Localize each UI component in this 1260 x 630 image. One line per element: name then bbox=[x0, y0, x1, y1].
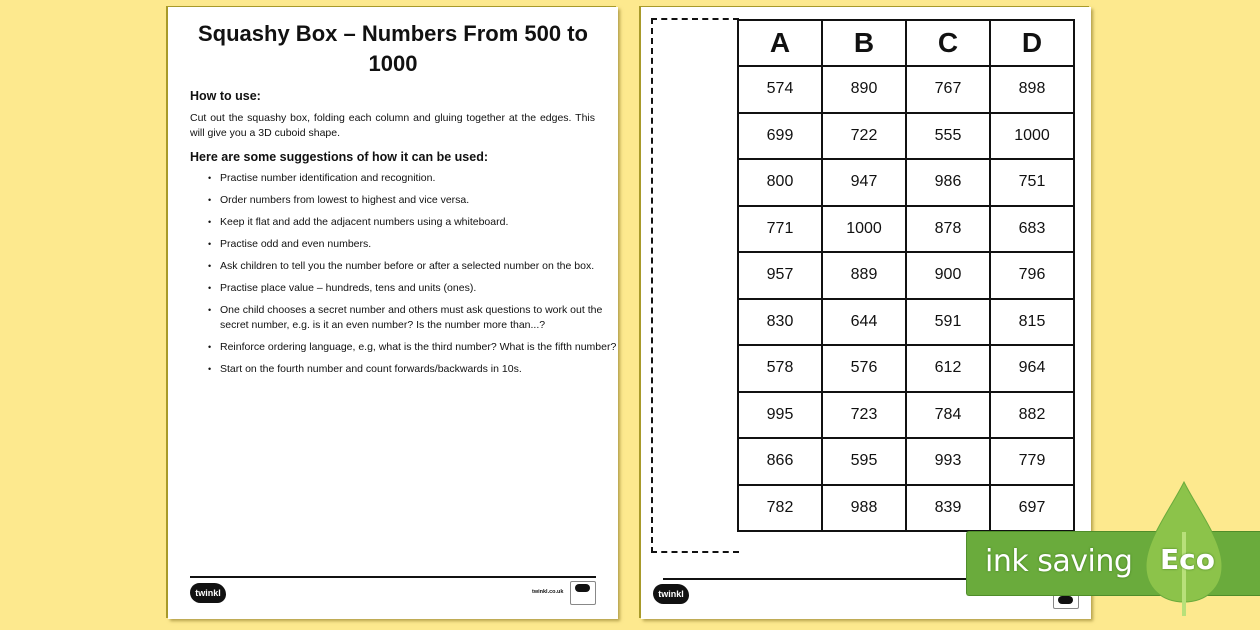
table-cell: 644 bbox=[822, 299, 906, 346]
table-cell: 830 bbox=[738, 299, 822, 346]
how-to-use-text: Cut out the squashy box, folding each column and gluing together at the edges. This will give you a 3D cuboid shape. bbox=[190, 112, 595, 139]
table-row bbox=[738, 299, 1074, 346]
table-row bbox=[738, 159, 1074, 206]
table-cell: 995 bbox=[738, 392, 822, 439]
table-cell: 800 bbox=[738, 159, 822, 206]
table-cell: 578 bbox=[738, 345, 822, 392]
table-cell: 612 bbox=[906, 345, 990, 392]
table-cell: 993 bbox=[906, 438, 990, 485]
list-item: • Practise place value – hundreds, tens and units (ones). bbox=[220, 281, 630, 296]
column-header: B bbox=[822, 20, 906, 66]
table-row bbox=[738, 485, 1074, 532]
table-cell: 890 bbox=[822, 66, 906, 113]
table-cell: 779 bbox=[990, 438, 1074, 485]
footer-divider bbox=[190, 576, 596, 578]
quality-badge-icon bbox=[570, 581, 596, 605]
table-cell: 784 bbox=[906, 392, 990, 439]
table-cell: 782 bbox=[738, 485, 822, 532]
how-to-use-heading: How to use: bbox=[190, 89, 261, 103]
table-cell: 591 bbox=[906, 299, 990, 346]
table-cell: 751 bbox=[990, 159, 1074, 206]
twinkl-logo: twinkl bbox=[190, 583, 226, 603]
table-cell: 1000 bbox=[822, 206, 906, 253]
site-url: twinkl.co.uk bbox=[532, 589, 564, 595]
table-row bbox=[738, 206, 1074, 253]
instructions-page bbox=[168, 7, 618, 619]
table-cell: 576 bbox=[822, 345, 906, 392]
table-row bbox=[738, 392, 1074, 439]
column-header: A bbox=[738, 20, 822, 66]
table-cell: 866 bbox=[738, 438, 822, 485]
table-cell: 988 bbox=[822, 485, 906, 532]
list-item: • Ask children to tell you the number before or after a selected number on the box. bbox=[220, 259, 630, 274]
table-cell: 796 bbox=[990, 252, 1074, 299]
table-cell: 815 bbox=[990, 299, 1074, 346]
table-cell: 900 bbox=[906, 252, 990, 299]
list-item: • Practise number identification and recognition. bbox=[220, 171, 630, 186]
list-item: • Reinforce ordering language, e.g, what is the third number? What is the fifth number? bbox=[220, 340, 630, 355]
table-cell: 882 bbox=[990, 392, 1074, 439]
table-cell: 1000 bbox=[990, 113, 1074, 160]
table-cell: 898 bbox=[990, 66, 1074, 113]
list-item: • Practise odd and even numbers. bbox=[220, 237, 630, 252]
table-cell: 722 bbox=[822, 113, 906, 160]
glue-tab-cutline bbox=[651, 18, 739, 553]
list-item: • Order numbers from lowest to highest and vice versa. bbox=[220, 193, 630, 208]
list-item: • Start on the fourth number and count forwards/backwards in 10s. bbox=[220, 362, 630, 377]
table-row bbox=[738, 66, 1074, 113]
table-cell: 595 bbox=[822, 438, 906, 485]
page-title: Squashy Box – Numbers From 500 to 1000 bbox=[198, 21, 588, 76]
table-cell: 683 bbox=[990, 206, 1074, 253]
table-row bbox=[738, 438, 1074, 485]
table-cell: 957 bbox=[738, 252, 822, 299]
table-cell: 947 bbox=[822, 159, 906, 206]
table-cell: 697 bbox=[990, 485, 1074, 532]
list-item: • Keep it flat and add the adjacent numbers using a whiteboard. bbox=[220, 215, 630, 230]
column-header: D bbox=[990, 20, 1074, 66]
table-row bbox=[738, 252, 1074, 299]
table-cell: 839 bbox=[906, 485, 990, 532]
twinkl-logo: twinkl bbox=[653, 584, 689, 604]
numbers-grid bbox=[737, 19, 1075, 532]
table-cell: 574 bbox=[738, 66, 822, 113]
table-cell: 767 bbox=[906, 66, 990, 113]
table-row bbox=[738, 113, 1074, 160]
list-item: • One child chooses a secret number and others must ask questions to work out the secret number, e.g. is it an even number? Is the number more than...? bbox=[220, 303, 630, 333]
ink-saving-label: ink saving bbox=[985, 544, 1133, 579]
squashy-box-page bbox=[641, 7, 1091, 619]
table-cell: 723 bbox=[822, 392, 906, 439]
suggestions-list bbox=[190, 171, 630, 384]
table-cell: 771 bbox=[738, 206, 822, 253]
table-cell: 878 bbox=[906, 206, 990, 253]
table-cell: 986 bbox=[906, 159, 990, 206]
table-cell: 555 bbox=[906, 113, 990, 160]
column-header: C bbox=[906, 20, 990, 66]
eco-label: Eco bbox=[1160, 543, 1215, 576]
table-cell: 699 bbox=[738, 113, 822, 160]
table-row bbox=[738, 345, 1074, 392]
table-cell: 889 bbox=[822, 252, 906, 299]
table-cell: 964 bbox=[990, 345, 1074, 392]
suggestions-heading: Here are some suggestions of how it can be used: bbox=[190, 150, 488, 164]
